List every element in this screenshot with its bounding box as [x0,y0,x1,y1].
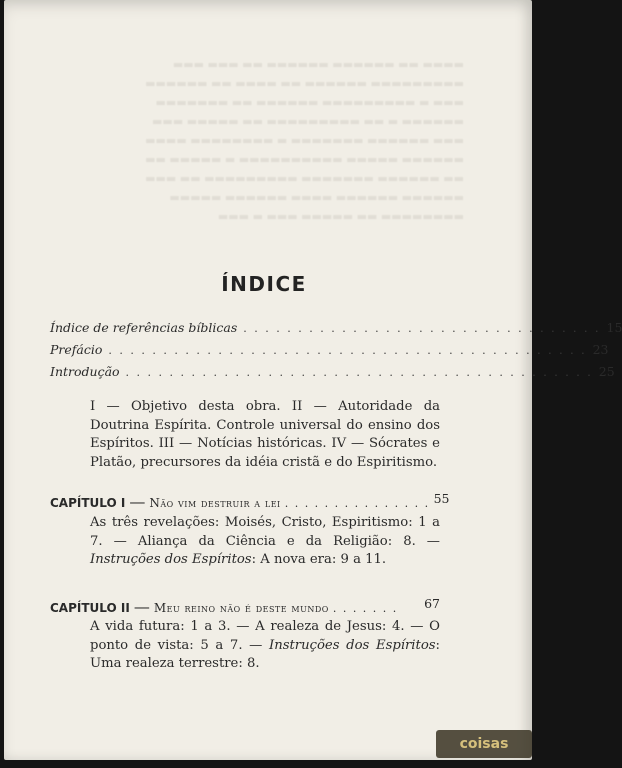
index-title: ÍNDICE [221,272,307,296]
chapter-number: CAPÍTULO II [50,601,130,615]
toc-entry-label: Introdução [50,364,120,379]
toc-entry-label: Índice de referências bíblicas [50,320,238,335]
chapter-page: 55 [433,491,450,506]
leader-dots: . . . . . . . . . . . . . . . [284,497,430,510]
leader-dots: . . . . . . . . . . . . . . . . . . . . . . . . . . . . . . . . . [243,322,601,335]
chapter-heading [50,597,440,616]
toc-entry-page: 25 [598,364,615,379]
summary-text: : Uma realeza terrestre: 8. [90,637,440,671]
leader-dots: . . . . . . . [332,602,398,615]
intro-summary: I — Objetivo desta obra. II — Autoridade da Doutrina Espírita. Controle universal do ensino dos Espíritos. III — Notícias históricas. IV — Sócrates e Platão, precursores da idéia cristã e do Espiritismo. [90,399,440,470]
leader-dots: . . . . . . . . . . . . . . . . . . . . . . . . . . . . . . . . . . . . . . . . . . . . [108,344,587,357]
chapter-subtitle: Meu reino não é deste mundo [153,601,329,615]
toc-entry [50,342,609,362]
toc-entry-page: 23 [592,342,609,357]
bleed-through-texture: ▬▬▬▬ ▬▬ ▬▬▬▬▬▬ ▬▬▬▬▬▬ ▬▬ ▬▬▬ ▬▬▬ ▬▬▬▬▬▬▬▬▬ ▬▬▬▬▬▬ ▬▬ ▬▬▬▬ ▬▬ ▬▬▬▬▬▬ ▬▬▬ ▬ ▬▬▬▬▬▬▬▬▬ ▬▬▬▬▬▬ ▬▬ ▬▬▬▬▬▬▬ ▬▬▬▬▬▬ ▬ ▬▬ ▬▬▬▬▬▬▬▬▬ ▬▬ ▬▬▬▬▬ ▬▬▬ ▬▬▬ ▬▬▬▬▬▬ ▬▬▬▬▬▬▬ ▬ ▬▬▬▬▬▬▬▬ ▬▬▬▬ ▬▬▬▬▬▬ ▬▬▬▬▬ ▬▬▬▬▬▬▬▬▬▬ ▬ ▬▬▬▬▬ ▬▬ ▬▬ ▬▬▬▬▬▬ ▬▬▬▬▬▬▬ ▬▬▬▬▬▬▬▬▬ ▬▬ ▬▬▬ ▬▬▬▬▬▬ ▬▬▬▬▬▬ ▬▬▬▬ ▬▬▬▬▬▬ ▬▬▬▬▬ ▬▬▬▬▬▬▬▬ ▬▬ ▬▬▬▬▬ ▬▬▬ ▬ ▬▬▬ [145,58,464,223]
chapter-page: 67 [424,596,440,611]
chapter-heading [50,491,450,511]
summary-italic: Instruções dos Espíritos [90,552,252,567]
chapter-dash: — [129,492,146,511]
book-page [4,0,622,760]
toc-entry [50,320,622,340]
watermark-logo: coisas [436,730,532,758]
chapter-summary [90,514,440,570]
toc-entry [50,364,615,384]
chapter-summary [90,618,440,674]
chapter-number: CAPÍTULO I [50,496,126,510]
toc-entry-page: 15 [606,320,622,335]
summary-italic: Instruções dos Espíritos [269,637,436,653]
leader-dots: . . . . . . . . . . . . . . . . . . . . . . . . . . . . . . . . . . . . . . . . . . . [125,366,593,379]
summary-text: A vida futura: 1 a 3. — A realeza de Jesus: 4. — O ponto de vista: 5 a 7. — [90,619,440,653]
chapter-subtitle: Não vim destruir a lei [149,496,281,510]
summary-text: : A nova era: 9 a 11. [251,552,387,567]
summary-text: As três revelações: Moisés, Cristo, Espiritismo: 1 a 7. — Aliança da Ciência e da Religião: 8. — [90,515,440,549]
toc-entry-label: Prefácio [50,342,103,357]
chapter-dash: — [133,597,150,616]
